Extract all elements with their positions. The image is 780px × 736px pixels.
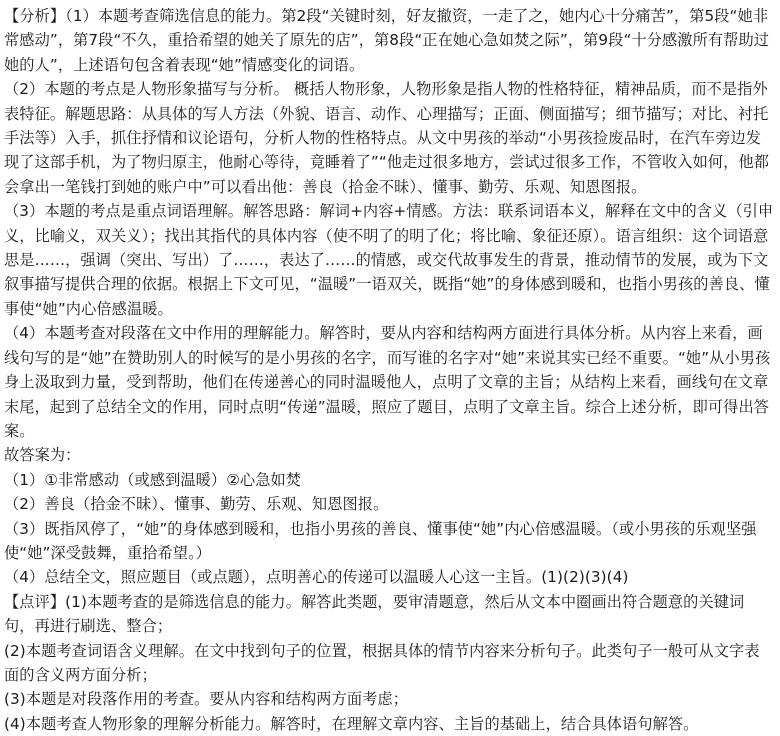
analysis-paragraph-4: （4）本题考查对段落在文中作用的理解能力。解答时，要从内容和结构两方面进行具体分析。从内容上来看，画线句写的是“她”在赞助别人的时候写的是小男孩的名字，而写谁的名字对“她”来说其实已经不重要。“她”从小男孩身上汲取到力量，受到帮助，他们在传递善心的同时温暖他人，点明了文章的主旨；从结构上来看，画线句在文章末尾，起到了总结全文的作用，同时点明“传递”温暖，照应了题目，点明了文章主旨。综合上述分析，即可得出答案。	[4, 324, 771, 440]
analysis-paragraph-1: 【分析】（1）本题考查筛选信息的能力。第2段“关键时刻，好友撤资，一走了之，她内心十分痛苦”，第5段“她非常感动”，第7段“不久，重拾希望的她关了原先的店”，第8段“正在她心急如焚之际”，第9段“十分感激所有帮助过她的人”，上述语句包含着表现“她”情感变化的词语。	[4, 7, 770, 74]
answer-heading: 故答案为：	[4, 446, 81, 465]
comment-item-2: (2)本题考查词语含义理解。在文中找到句子的位置，根据具体的情节内容来分析句子。此类句子一般可从文字表面的含义两方面分析；	[4, 641, 760, 684]
answer-item-2: （2）善良（拾金不昧）、懂事、勤劳、乐观、知恩图报。	[4, 495, 389, 514]
answer-item-4: （4）总结全文，照应题目（或点题），点明善心的传递可以温暖人心这一主旨。(1)(2)(3)(4)	[4, 568, 629, 587]
comment-item-1: 【点评】(1)本题考查的是筛选信息的能力。解答此类题，要审清题意，然后从文本中圈画出符合题意的关键词句，再进行刷选、整合；	[4, 592, 745, 636]
comment-item-4: (4)本题考查人物形象的理解分析能力。解答时，在理解文章内容、主旨的基础上，结合具体语句解答。	[4, 714, 699, 733]
analysis-paragraph-3: （3）本题的考点是重点词语理解。解答思路：解词+内容+情感。方法：联系词语本义，解释在文中的含义（引申义，比喻义，双关义）；找出其指代的具体内容（使不明了的明了化；将比喻、象征还原）。语言组织：这个词语意思是……，强调（突出、写出）了……，表达了……的情感，或交代故事发生的背景，推动情节的发展，或为下文叙事描写提供合理的依据。根据上下文可见，“温暖”一语双关，既指“她”的身体感到暖和，也指小男孩的善良、懂事使“她”内心倍感温暖。	[4, 202, 774, 318]
answer-item-3: （3）既指风停了，“她”的身体感到暖和，也指小男孩的善良、懂事使“她”内心倍感温暖。（或小男孩的乐观坚强使“她”深受鼓舞，重拾希望。）	[4, 519, 757, 562]
answer-item-1: （1）①非常感动（或感到温暖）②心急如焚	[4, 470, 302, 489]
comment-item-3: (3)本题是对段落作用的考查。要从内容和结构两方面考虑；	[4, 690, 409, 709]
analysis-paragraph-2: （2）本题的考点是人物形象描写与分析。 概括人物形象，人物形象是指人物的性格特征，精神品质，而不是指外表特征。解题思路：从具体的写人方法（外貌、语言、动作、心理描写；正面、侧面描写；细节描写；对比、衬托手法等）入手，抓住抒情和议论语句，分析人物的性格特点。从文中男孩的举动“小男孩捡废品时，在汽车旁边发现了这部手机，为了物归原主，他耐心等待，竟睡着了”“他走过很多地方，尝试过很多工作，不管收入如何，他都会拿出一笔钱打到她的账户中”可以看出他：善良（拾金不昧）、懂事、勤劳、乐观、知恩图报。	[4, 80, 770, 196]
